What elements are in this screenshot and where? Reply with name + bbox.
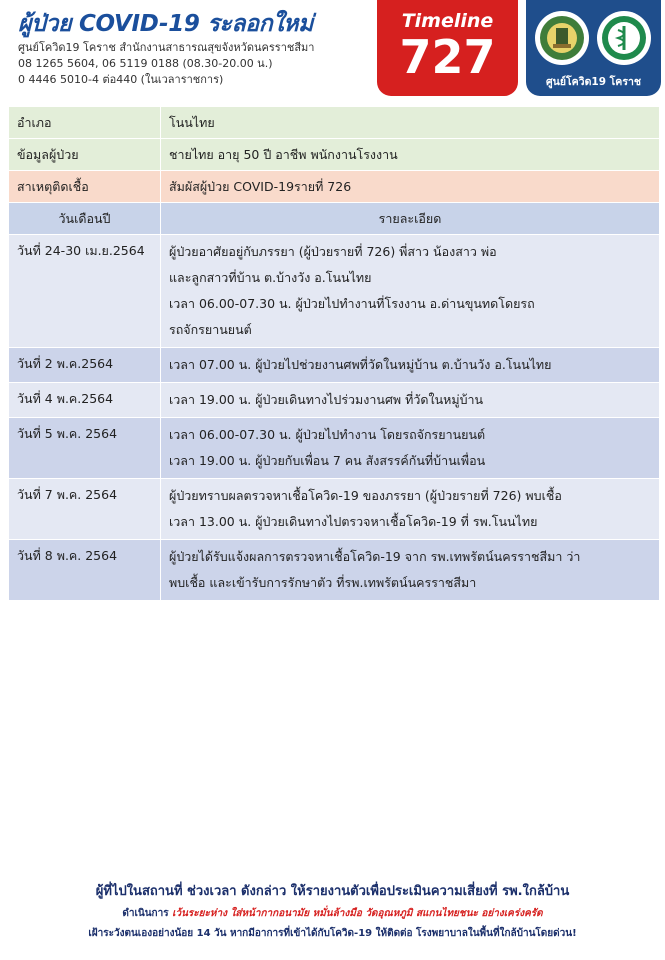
footer-report-notice: ผู้ที่ไปในสถานที่ ช่วงเวลา ดังกล่าว ให้รายงานตัวเพื่อประเมินความเสี่ยงที่ รพ.ใกล้บ้าน [95,884,570,899]
detail-line: เวลา 13.00 น. ผู้ป่วยเดินทางไปตรวจหาเชื้อโควิด-19 ที่ รพ.โนนไทย [169,514,538,529]
detail-line: ผู้ป่วยทราบผลตรวจหาเชื้อโควิด-19 ของภรรยา (ผู้ป่วยรายที่ 726) พบเชื้อ [169,488,562,503]
cause-row [9,171,660,203]
detail-line: เวลา 06.00-07.30 น. ผู้ป่วยไปทำงาน โดยรถจักรยานยนต์ [169,427,486,442]
detail-column-header: รายละเอียด [161,203,660,235]
event-detail [161,348,660,383]
event-detail [161,383,660,418]
district-label: อำเภอ [9,107,161,139]
footer-guidance-emphasis: เว้นระยะห่าง ใส่หน้ากากอนามัย หมั่นล้างมือ วัดอุณหภูมิ สแกนไทยชนะ อย่างเคร่งครัด [172,908,543,919]
table-row [9,418,660,479]
event-detail [161,418,660,479]
timeline-label: Timeline [401,10,494,32]
center-label: ศูนย์โควิด19 โคราช [546,76,641,88]
patient-value: ชายไทย อายุ 50 ปี อาชีพ พนักงานโรงงาน [161,139,660,171]
detail-line: รถจักรยานยนต์ [169,322,252,337]
event-date: วันที่ 5 พ.ค. 2564 [9,418,161,479]
table-row [9,479,660,540]
event-date: วันที่ 2 พ.ค.2564 [9,348,161,383]
patient-label: ข้อมูลผู้ป่วย [9,139,161,171]
public-health-logo-icon [597,11,651,65]
detail-line: เวลา 19.00 น. ผู้ป่วยกับเพื่อน 7 คน สังสรรค์กันที่บ้านเพื่อน [169,453,486,468]
footer-guidance-prefix: ดำเนินการ [122,908,169,919]
case-table [8,106,660,601]
detail-line: และลูกสาวที่บ้าน ต.บ้างวัง อ.โนนไทย [169,270,372,285]
detail-line: เวลา 07.00 น. ผู้ป่วยไปช่วยงานศพที่วัดในหมู่บ้าน ต.บ้านวัง อ.โนนไทย [169,357,552,372]
detail-line: ผู้ป่วยได้รับแจ้งผลการตรวจหาเชื้อโควิด-19 จาก รพ.เทพรัตน์นครราชสีมา ว่า [169,549,581,564]
logos [534,10,653,66]
contact-info [18,40,314,88]
district-value: โนนไทย [161,107,660,139]
footer-guidance [0,906,665,921]
timeline-number: 727 [399,30,496,84]
header [0,0,665,100]
footer-monitoring-notice: เฝ้าระวังตนเองอย่างน้อย 14 วัน หากมีอาการที่เข้าได้กับโควิด-19 ให้ติดต่อ โรงพยาบาลในพื้นที่ใกล้บ้านโดยด่วน! [88,928,577,939]
detail-line: ผู้ป่วยอาศัยอยู่กับภรรยา (ผู้ป่วยรายที่ 726) พี่สาว น้องสาว พ่อ [169,244,497,259]
event-date: วันที่ 4 พ.ค.2564 [9,383,161,418]
detail-line: เวลา 19.00 น. ผู้ป่วยเดินทางไปร่วมงานศพ ที่วัดในหมู่บ้าน [169,392,484,407]
patient-row [9,139,660,171]
detail-line: พบเชื้อ และเข้ารับการรักษาตัว ที่รพ.เทพรัตน์นครราชสีมา [169,575,477,590]
table-row [9,348,660,383]
cause-label: สาเหตุติดเชื้อ [9,171,161,203]
timeline-header-row [9,203,660,235]
event-detail [161,235,660,348]
provincial-seal-icon [535,11,589,65]
page-title: ผู้ป่วย COVID-19 ระลอกใหม่ [18,11,314,37]
district-row [9,107,660,139]
footer-notice [0,880,665,941]
logo-panel [526,0,661,96]
event-detail [161,479,660,540]
timeline-badge [377,0,518,96]
table-row [9,540,660,601]
table-row [9,383,660,418]
table-row [9,235,660,348]
event-detail [161,540,660,601]
event-date: วันที่ 24-30 เม.ย.2564 [9,235,161,348]
contact-line: 08 1265 5604, 06 5119 0188 (08.30-20.00 น.) [18,57,273,70]
detail-line: เวลา 06.00-07.30 น. ผู้ป่วยไปทำงานที่โรงงาน อ.ด่านขุนทดโดยรถ [169,296,535,311]
event-date: วันที่ 7 พ.ค. 2564 [9,479,161,540]
event-date: วันที่ 8 พ.ค. 2564 [9,540,161,601]
contact-line: ศูนย์โควิด19 โคราช สำนักงานสาธารณสุขจังหวัดนครราชสีมา [18,41,315,54]
date-column-header: วันเดือนปี [9,203,161,235]
contact-line: 0 4446 5010-4 ต่อ440 (ในเวลาราชการ) [18,73,224,86]
cause-value: สัมผัสผู้ป่วย COVID-19รายที่ 726 [161,171,660,203]
